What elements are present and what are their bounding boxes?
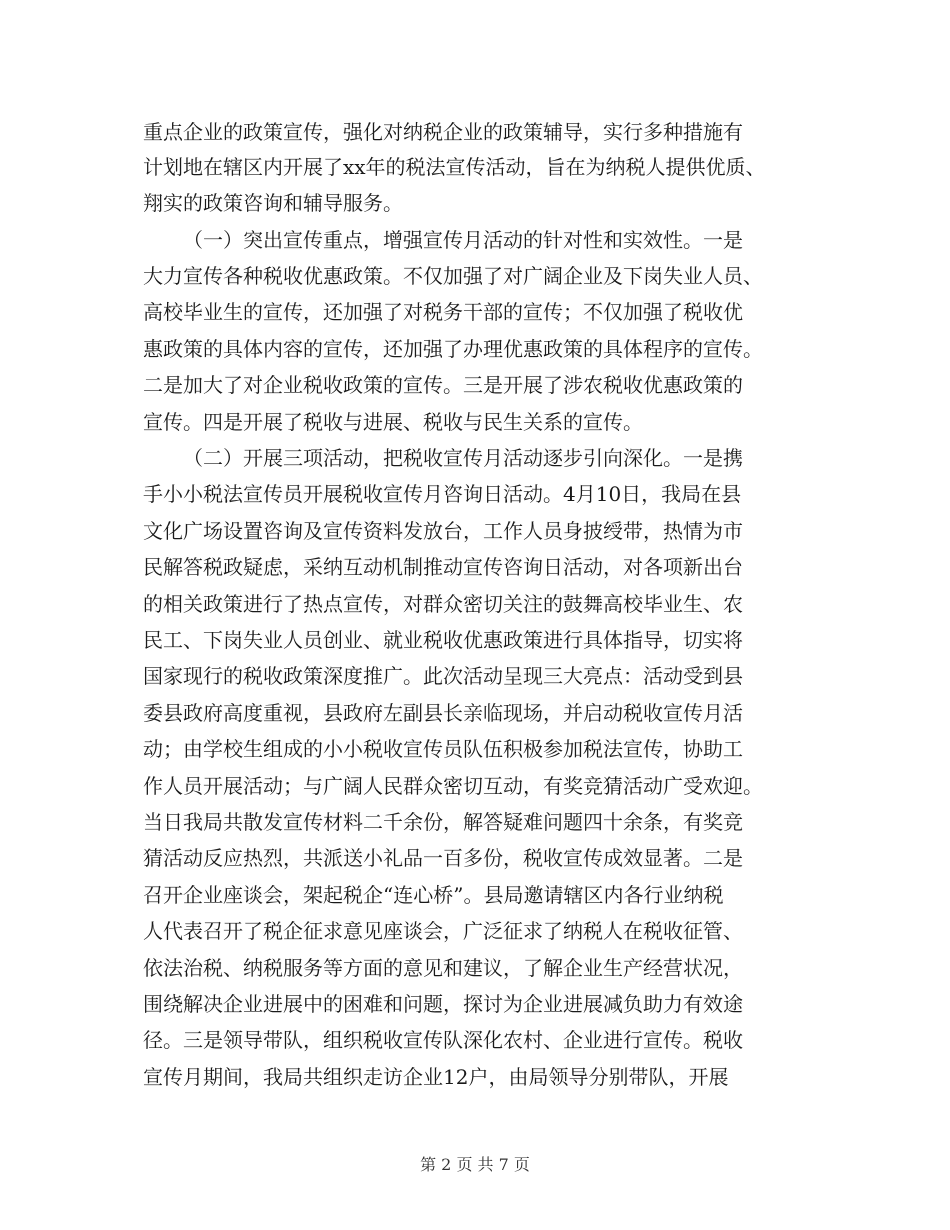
text-line: 翔实的政策咨询和辅导服务。 bbox=[143, 191, 403, 215]
text-line: 围绕解决企业进展中的困难和问题，探讨为企业进展减负助力有效途 bbox=[143, 992, 743, 1016]
text-line: 依法治税、纳税服务等方面的意见和建议，了解企业生产经营状况， bbox=[143, 956, 743, 980]
text-line: 的相关政策进行了热点宣传，对群众密切关注的鼓舞高校毕业生、农 bbox=[143, 592, 743, 616]
text-line: 召开企业座谈会，架起税企“连心桥”。县局邀请辖区内各行业纳税 bbox=[143, 883, 724, 907]
paragraph-start-line: （一）突出宣传重点，增强宣传月活动的针对性和实效性。一是 bbox=[183, 228, 743, 252]
text-line: 文化广场设置咨询及宣传资料发放台，工作人员身披绶带，热情为市 bbox=[143, 519, 743, 543]
text-line: 径。三是领导带队，组织税收宣传队深化农村、企业进行宣传。税收 bbox=[143, 1028, 743, 1052]
text-line: 委县政府高度重视，县政府左副县长亲临现场，并启动税收宣传月活 bbox=[143, 701, 743, 725]
text-line: 大力宣传各种税收优惠政策。不仅加强了对广阔企业及下岗失业人员、 bbox=[143, 264, 763, 288]
text-line: 惠政策的具体内容的宣传，还加强了办理优惠政策的具体程序的宣传。 bbox=[143, 337, 763, 361]
text-line: 猜活动反应热烈，共派送小礼品一百多份，税收宣传成效显著。二是 bbox=[143, 846, 743, 870]
text-line: 国家现行的税收政策深度推广。此次活动呈现三大亮点：活动受到县 bbox=[143, 664, 743, 688]
text-line: 手小小税法宣传员开展税收宣传月咨询日活动。4月10日，我局在县 bbox=[143, 482, 742, 506]
text-line: 二是加大了对企业税收政策的宣传。三是开展了涉农税收优惠政策的 bbox=[143, 373, 743, 397]
text-line: 人代表召开了税企征求意见座谈会，广泛征求了纳税人在税收征管、 bbox=[143, 919, 743, 943]
text-line: 民解答税政疑虑，采纳互动机制推动宣传咨询日活动，对各项新出台 bbox=[143, 555, 743, 579]
paragraph-start-line: （二）开展三项活动，把税收宣传月活动逐步引向深化。一是携 bbox=[183, 446, 743, 470]
text-line: 重点企业的政策宣传，强化对纳税企业的政策辅导，实行多种措施有 bbox=[143, 120, 743, 144]
page-footer: 第 2 页 共 7 页 bbox=[420, 1155, 530, 1174]
text-line: 当日我局共散发宣传材料二千余份，解答疑难问题四十余条，有奖竞 bbox=[143, 810, 743, 834]
text-line: 民工、下岗失业人员创业、就业税收优惠政策进行具体指导，切实将 bbox=[143, 628, 743, 652]
text-line: 宣传月期间，我局共组织走访企业12户，由局领导分别带队，开展 bbox=[143, 1065, 729, 1089]
text-line: 高校毕业生的宣传，还加强了对税务干部的宣传；不仅加强了税收优 bbox=[143, 300, 743, 324]
text-line: 作人员开展活动；与广阔人民群众密切互动，有奖竞猜活动广受欢迎。 bbox=[143, 774, 763, 798]
text-line: 宣传。四是开展了税收与进展、税收与民生关系的宣传。 bbox=[143, 410, 643, 434]
text-line: 计划地在辖区内开展了xx年的税法宣传活动，旨在为纳税人提供优质、 bbox=[143, 155, 766, 179]
text-line: 动；由学校生组成的小小税收宣传员队伍积极参加税法宣传，协助工 bbox=[143, 737, 743, 761]
